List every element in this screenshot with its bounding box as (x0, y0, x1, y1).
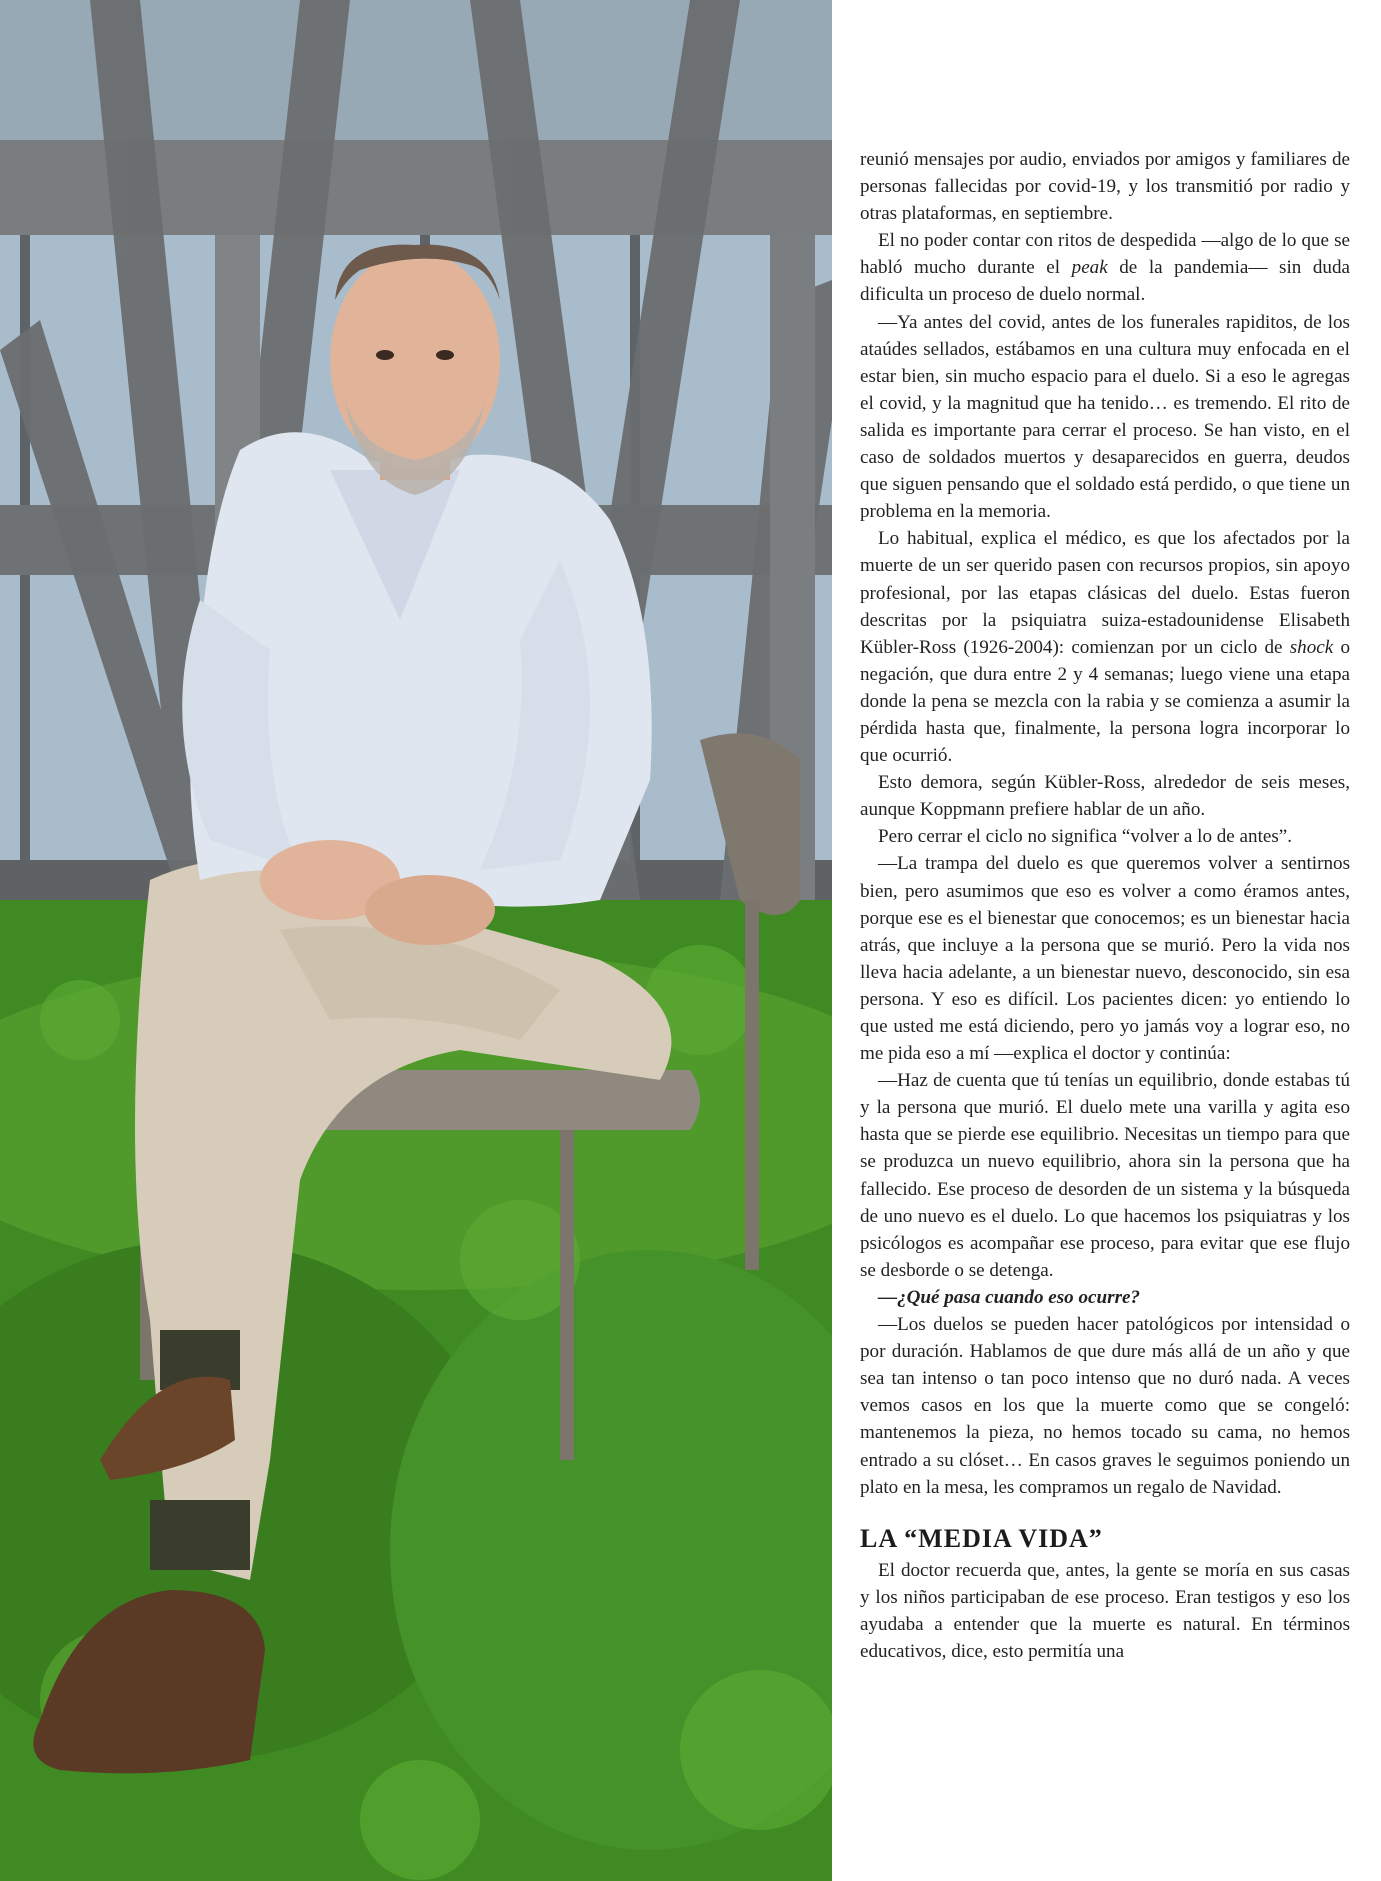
italic-term: peak (1071, 257, 1108, 279)
paragraph: El doctor recuerda que, antes, la gente se moría en sus casas y los niños participaban de ese proceso. Eran testigos y eso los ayudaba a entender que la muerte es natural. En términos educativos, dice, esto permitía una (860, 1559, 1350, 1662)
paragraph: Pero cerrar el ciclo no significa “volver a lo de antes”. (878, 826, 1293, 848)
paragraph: —Los duelos se pueden hacer patológicos por intensidad o por duración. Hablamos de que dure más allá de un año y que sea tan intenso o tan poco intenso que no duró nada. A veces vemos casos en los que la muerte como que se congeló: mantenemos la pieza, no hemos tocado su cama, no hemos entrado a su clóset… En casos graves le seguimos poniendo un plato en la mesa, les compramos un regalo de Navidad. (860, 1314, 1350, 1498)
article-body (860, 146, 1350, 1665)
paragraph: Esto demora, según Kübler-Ross, alrededor de seis meses, aunque Koppmann prefiere hablar de un año. (860, 772, 1350, 821)
section-heading: LA “MEDIA VIDA” (860, 1523, 1103, 1553)
italic-term: shock (1289, 636, 1334, 658)
paragraph: —Ya antes del covid, antes de los funerales rapiditos, de los ataúdes sellados, estábamos en una cultura muy enfocada en el estar bien, sin mucho espacio para el duelo. Si a eso le agregas el covid, y la magnitud que ha tenido… es tremendo. El rito de salida es importante para cerrar el proceso. Se han visto, en el caso de soldados muertos y desaparecidos en guerra, deudos que siguen pensando que el soldado está perdido, o que tiene un problema en la memoria. (860, 311, 1350, 523)
paragraph: —La trampa del duelo es que queremos volver a sentirnos bien, pero asumimos que eso es volver a como éramos antes, porque ese es el bienestar que conocemos; es un bienestar hacia atrás, que incluye a la persona que se murió. Pero la vida nos lleva hacia adelante, a un bienestar nuevo, desconocido, sin esa persona. Y eso es difícil. Los pacientes dicen: yo entiendo lo que usted me está diciendo, pero yo jamás voy a lograr eso, no me pida eso a mí —explica el doctor y continúa: (860, 853, 1350, 1065)
interview-question: —¿Qué pasa cuando eso ocurre? (878, 1286, 1141, 1308)
paragraph: El no poder contar con ritos de despedida —algo de lo que se habló mucho durante el peak de la pandemia— sin duda dificulta un proceso de duelo normal. (860, 230, 1350, 306)
paragraph: Lo habitual, explica el médico, es que los afectados por la muerte de un ser querido pasen con recursos propios, sin apoyo profesional, por las etapas clásicas del duelo. Estas fueron descritas por la psiquiatra suiza-estadounidense Elisabeth Kübler-Ross (1926-2004): comienzan por un ciclo de shock o negación, que dura entre 2 y 4 semanas; luego viene una etapa donde la pena se mezcla con la rabia y se comienza a asumir la pérdida hasta que, finalmente, la persona logra incorporar lo que ocurrió. (860, 528, 1350, 767)
paragraph: —Haz de cuenta que tú tenías un equilibrio, donde estabas tú y la persona que murió. El duelo mete una varilla y agita eso hasta que se pierde ese equilibrio. Necesitas un tiempo para que se produzca un nuevo equilibrio, ahora sin la persona que ha fallecido. Ese proceso de desorden de un sistema y la búsqueda de uno nuevo es el duelo. Lo que hacemos los psiquiatras y los psicólogos es acompañar ese proceso, para evitar que ese flujo se desborde o se detenga. (860, 1070, 1350, 1281)
paragraph: reunió mensajes por audio, enviados por amigos y familiares de personas fallecidas por covid-19, y los transmitió por radio y otras plataformas, en septiembre. (860, 149, 1350, 225)
